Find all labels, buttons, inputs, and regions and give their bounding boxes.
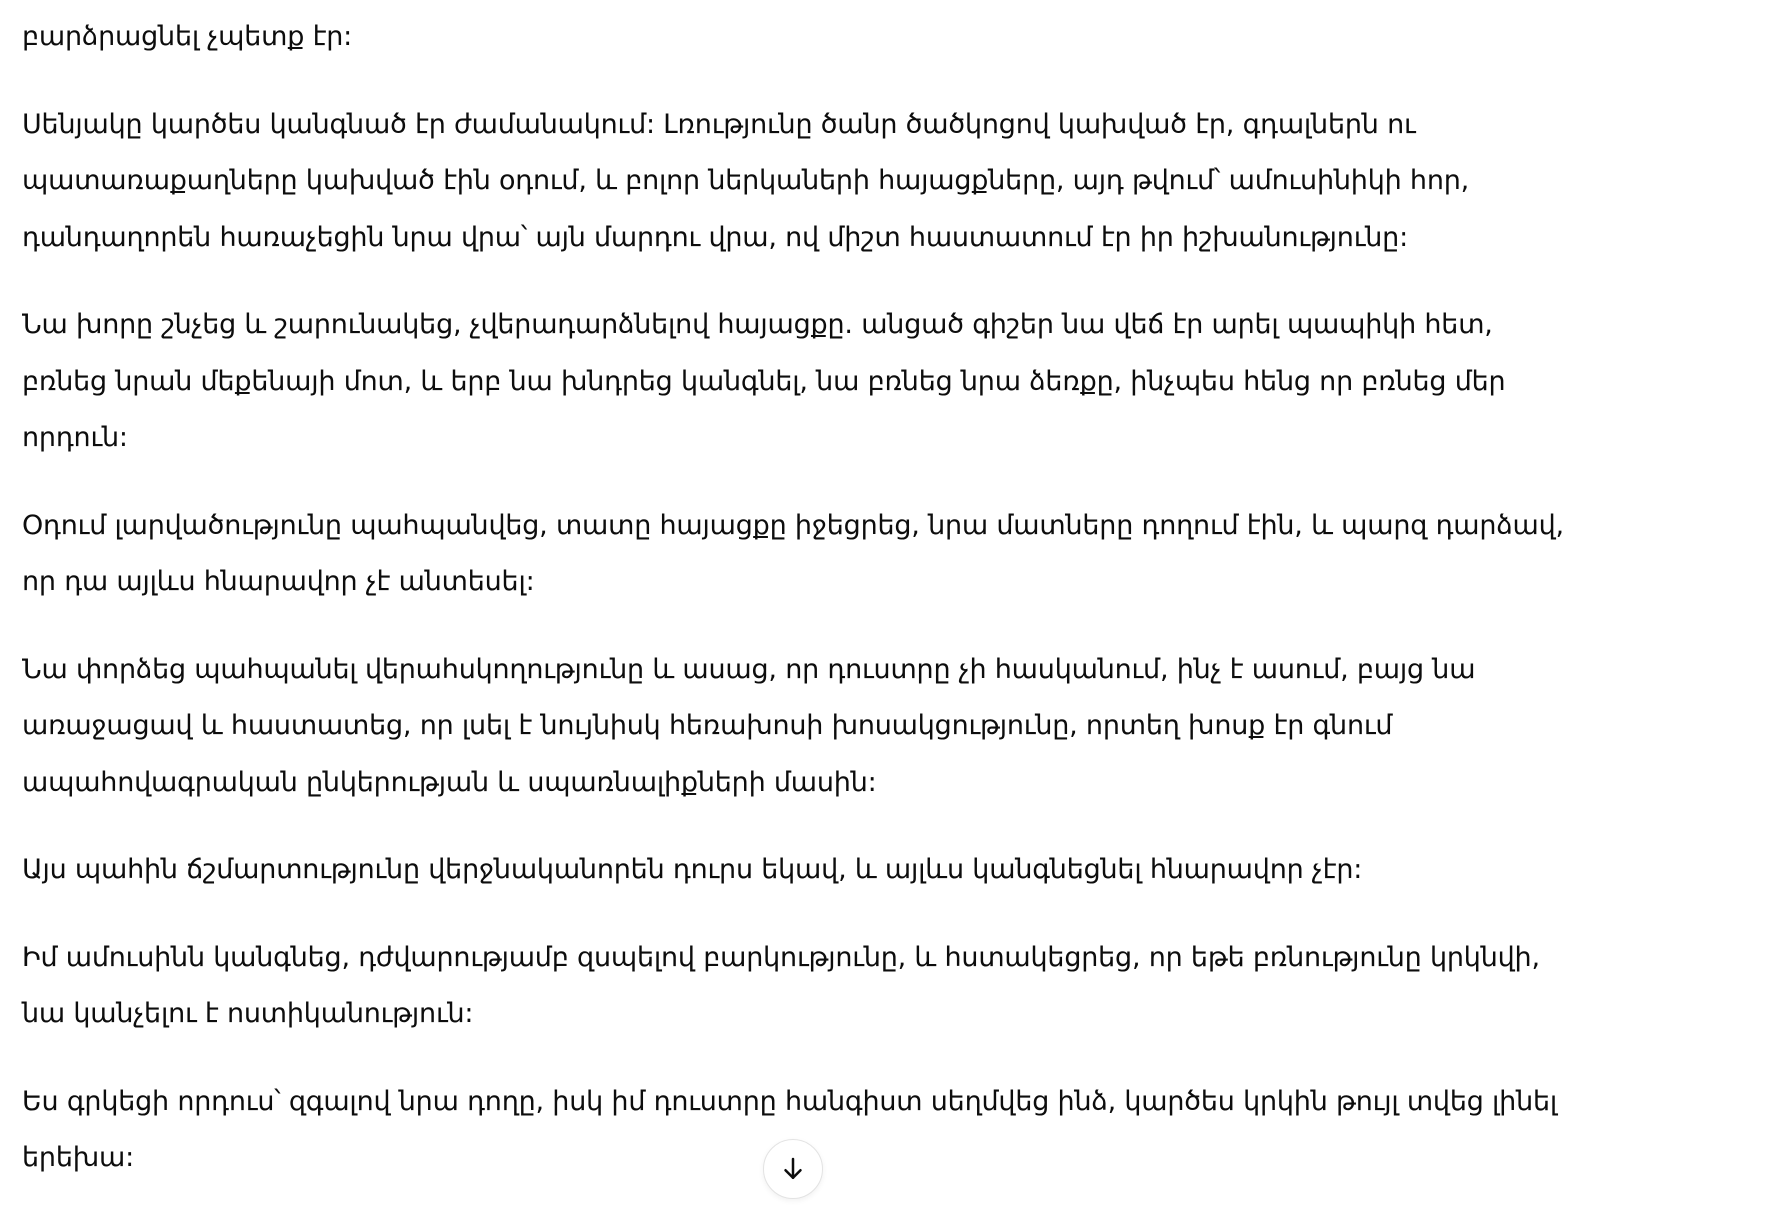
- scroll-to-bottom-button[interactable]: [763, 1139, 823, 1199]
- message-paragraph: Նա խորը շնչեց և շարունակեց, չվերադարձնելով հայացքը. անցած գիշեր նա վեճ էր արել պապիկի հետ, բռնեց նրան մեքենայի մոտ, և երբ նա խնդրեց կանգնել, նա բռնեց նրա ձեռքը, ինչպես հենց որ բռնեց մեր որդուն:: [22, 309, 1506, 453]
- assistant-message: [22, 9, 1582, 1214]
- message-paragraph: Նա փորձեց պահպանել վերահսկողությունը և ասաց, որ դուստրը չի հասկանում, ինչ է ասում, բայց նա առաջացավ և հաստատեց, որ լսել է նույնիսկ հեռախոսի խոսակցությունը, որտեղ խոսք էր գնում ապահովագրական ընկերության և սպառնալիքների մասին:: [22, 653, 1476, 798]
- arrow-down-icon: [778, 1154, 808, 1184]
- message-paragraph: Իմ ամուսինն կանգնեց, դժվարությամբ զսպելով բարկությունը, և հստակեցրեց, որ եթե բռնությունը կրկնվի, նա կանչելու է ոստիկանություն:: [22, 941, 1540, 1029]
- message-paragraph: Օդում լարվածությունը պահպանվեց, տատը հայացքը իջեցրեց, նրա մատները դողում էին, և պարզ դարձավ, որ դա այլևս հնարավոր չէ անտեսել:: [22, 509, 1564, 597]
- message-paragraph: Ես գրկեցի որդուս՝ զգալով նրա դողը, իսկ իմ դուստրը հանգիստ սեղմվեց ինձ, կարծես կրկին թույլ տվեց լինել երեխա:: [22, 1085, 1558, 1173]
- message-paragraph: բարձրացնել չպետք էր:: [22, 21, 353, 52]
- message-paragraph: Այս պահին ճշմարտությունը վերջնականորեն դուրս եկավ, և այլևս կանգնեցնել հնարավոր չէր:: [22, 854, 1363, 885]
- message-paragraph: Սենյակը կարծես կանգնած էր ժամանակում: Լռությունը ծանր ծածկոցով կախված էր, գդալներն ու պատառաքաղները կախված էին օդում, և բոլոր ներկաների հայացքները, այդ թվում՝ ամուսինիկի հոր, դանդաղորեն հառաչեցին նրա վրա՝ այն մարդու վրա, ով միշտ հաստատում էր իր իշխանությունը:: [22, 108, 1470, 253]
